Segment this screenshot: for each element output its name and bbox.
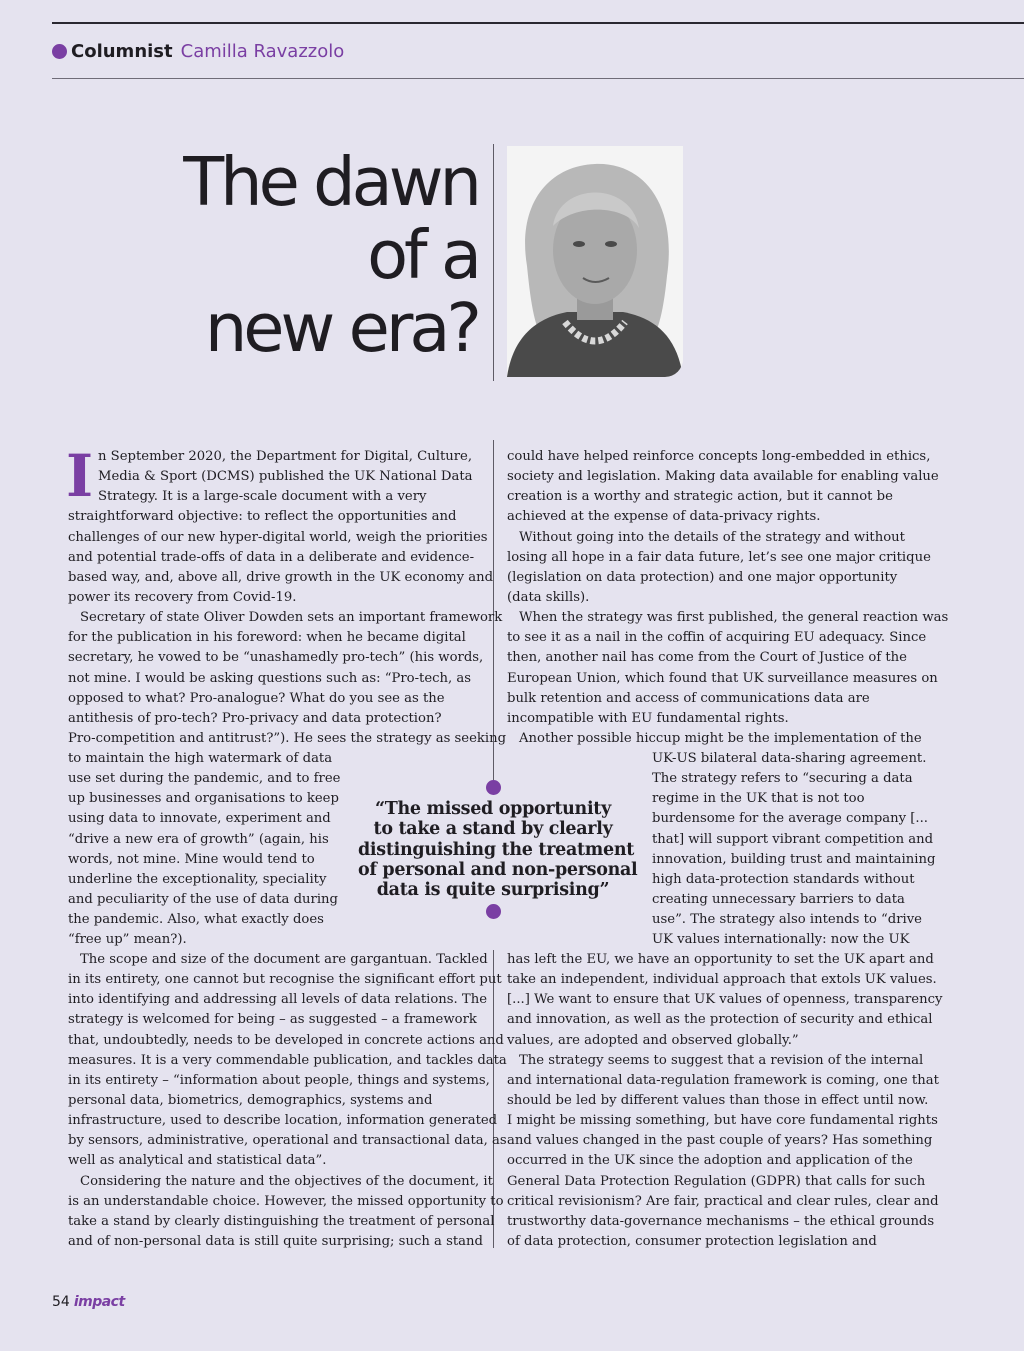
text-line: “drive a new era of growth” (again, his — [68, 831, 329, 847]
text-line: UK values internationally: now the UK — [652, 932, 910, 948]
author-name: Camilla Ravazzolo — [180, 40, 345, 62]
pull-quote-line: distinguishing the treatment — [358, 839, 635, 860]
text-line: Strategy. It is a large-scale document with a very — [98, 489, 427, 505]
text-line: European Union, which found that UK surveillance measures on — [507, 670, 938, 686]
text-line: to maintain the high watermark of data — [68, 751, 333, 766]
top-rule — [52, 22, 1024, 24]
pull-quote-line: “The missed opportunity — [375, 799, 611, 819]
magazine-logo: impact — [73, 1294, 125, 1310]
drop-cap: I — [66, 442, 94, 510]
column-header — [52, 40, 344, 62]
page-number: 54 — [52, 1294, 70, 1310]
text-line: take a stand by clearly distinguishing the treatment of personal — [68, 1213, 495, 1229]
text-line: bulk retention and access of communications data are — [507, 690, 870, 706]
headline-line: The dawn — [183, 143, 478, 221]
page-footer — [52, 1294, 125, 1310]
text-line: and potential trade-offs of data in a deliberate and evidence- — [68, 549, 475, 565]
text-line: into identifying and addressing all levels of data relations. The — [68, 992, 488, 1008]
text-line: has left the EU, we have an opportunity to set the UK apart and — [507, 952, 934, 967]
text-line: by sensors, administrative, operational and transactional data, as — [68, 1133, 507, 1149]
pull-quote-line: to take a stand by clearly — [373, 819, 613, 840]
text-line: creation is a worthy and strategic action, but it cannot be — [507, 489, 893, 505]
text-line: is an understandable choice. However, the missed opportunity to — [68, 1193, 504, 1209]
bullet-dot-icon — [52, 44, 67, 59]
text-line: take an independent, individual approach that extols UK values. — [507, 972, 937, 988]
text-line: achieved at the expense of data-privacy rights. — [507, 509, 821, 525]
col1-top-text — [66, 442, 507, 749]
text-line: the pandemic. Also, what exactly does — [68, 912, 324, 928]
text-line: regime in the UK that is not too — [652, 791, 865, 807]
text-line: using data to innovate, experiment and — [68, 811, 331, 827]
text-line: The strategy refers to “securing a data — [652, 771, 913, 787]
text-line: The strategy seems to suggest that a revision of the internal — [519, 1052, 924, 1068]
text-line: Another possible hiccup might be the implementation of the — [519, 730, 922, 746]
text-line: and of non-personal data is still quite surprising; such a stand — [68, 1233, 483, 1249]
text-line: society and legislation. Making data available for enabling value — [507, 469, 939, 485]
col2-mid-text — [652, 749, 935, 950]
text-line: words, not mine. Mine would tend to — [68, 851, 315, 867]
headline — [80, 143, 478, 367]
text-line: well as analytical and statistical data”. — [68, 1153, 327, 1169]
text-line: should be led by different values than those in effect until now. — [507, 1092, 929, 1108]
header-rule — [52, 78, 1024, 79]
text-line: incompatible with EU fundamental rights. — [507, 710, 789, 726]
text-line: based way, and, above all, drive growth in the UK economy and — [68, 569, 494, 585]
text-line: power its recovery from Covid-19. — [68, 589, 297, 605]
text-line: and international data-regulation framework is coming, one that — [507, 1072, 939, 1088]
text-line: to see it as a nail in the coffin of acquiring EU adequacy. Since — [507, 630, 927, 646]
pull-quote-dot-icon — [486, 780, 501, 795]
pull-quote-dot-icon — [486, 904, 501, 919]
text-line: could have helped reinforce concepts long-embedded in ethics, — [507, 449, 931, 464]
text-line: strategy is welcomed for being – as suggested – a framework — [68, 1012, 477, 1028]
pull-quote-line: data is quite surprising” — [376, 880, 610, 901]
column-divider — [493, 144, 494, 381]
text-line: Without going into the details of the strategy and without — [519, 529, 905, 545]
text-line: Pro-competition and antitrust?”). He sees the strategy as seeking — [68, 730, 507, 746]
text-line: General Data Protection Regulation (GDPR) that calls for such — [507, 1173, 926, 1189]
text-line: creating unnecessary barriers to data — [652, 891, 905, 907]
text-line: underline the exceptionality, speciality — [68, 871, 327, 887]
text-line: Considering the nature and the objectives of the document, it — [80, 1173, 493, 1189]
text-line: (legislation on data protection) and one major opportunity — [507, 569, 898, 585]
col1-mid-text — [68, 749, 340, 950]
text-line: in its entirety – “information about people, things and systems, — [68, 1072, 490, 1088]
text-line: then, another nail has come from the Court of Justice of the — [507, 650, 907, 666]
text-line: up businesses and organisations to keep — [68, 791, 339, 807]
text-line: that] will support vibrant competition and — [652, 831, 934, 847]
text-line: use”. The strategy also intends to “drive — [652, 912, 922, 928]
text-line: that, undoubtedly, needs to be developed in concrete actions and — [68, 1032, 504, 1048]
text-line: [...] We want to ensure that UK values of openness, transparency — [507, 992, 943, 1008]
text-line: secretary, he vowed to be “unashamedly pro-tech” (his words, — [68, 650, 484, 666]
text-line: and peculiarity of the use of data during — [68, 891, 338, 907]
text-line: (data skills). — [507, 589, 590, 605]
column-label: Columnist — [71, 40, 173, 62]
headline-line: new era? — [204, 289, 478, 367]
text-line: trustworthy data-governance mechanisms – the ethical grounds — [507, 1213, 935, 1229]
text-line: burdensome for the average company [... — [652, 811, 929, 827]
text-line: losing all hope in a fair data future, let’s see one major critique — [507, 549, 931, 565]
text-line: When the strategy was first published, the general reaction was — [519, 610, 949, 626]
text-line: I might be missing something, but have core fundamental rights — [507, 1113, 938, 1129]
pull-quote-line: of personal and non-personal — [358, 859, 638, 880]
text-line: and innovation, as well as the protection of security and ethical — [507, 1012, 933, 1028]
text-line: of data protection, consumer protection legislation and — [507, 1233, 877, 1249]
text-line: in its entirety, one cannot but recognise the significant effort put — [68, 972, 502, 988]
pull-quote — [358, 780, 638, 919]
text-line: and values changed in the past couple of years? Has something — [507, 1133, 933, 1149]
text-line: measures. It is a very commendable publication, and tackles data — [68, 1052, 507, 1068]
text-line: n September 2020, the Department for Digital, Culture, — [98, 449, 473, 464]
headline-line: of a — [367, 216, 478, 294]
text-line: values, are adopted and observed globally.” — [507, 1032, 799, 1048]
text-line: UK-US bilateral data-sharing agreement. — [652, 751, 927, 766]
text-line: infrastructure, used to describe location, information generated — [68, 1113, 498, 1129]
text-line: for the publication in his foreword: when he became digital — [68, 630, 466, 646]
col1-bottom-text — [68, 950, 507, 1252]
text-line: straightforward objective: to reflect the opportunities and — [68, 509, 457, 525]
text-line: antithesis of pro-tech? Pro-privacy and data protection? — [68, 710, 442, 726]
text-line: use set during the pandemic, and to free — [68, 771, 341, 787]
text-line: The scope and size of the document are gargantuan. Tackled — [80, 952, 488, 967]
text-line: challenges of our new hyper-digital world, weigh the priorities — [68, 529, 488, 545]
text-line: Secretary of state Oliver Dowden sets an important framework — [80, 610, 503, 626]
text-line: innovation, building trust and maintaining — [652, 851, 936, 867]
text-line: opposed to what? Pro-analogue? What do you see as the — [68, 690, 445, 706]
col2-top-text — [507, 447, 948, 749]
text-line: high data-protection standards without — [652, 871, 915, 887]
col2-bottom-text — [507, 950, 942, 1252]
text-line: “free up” mean?). — [68, 932, 187, 948]
author-photo — [507, 146, 683, 377]
text-line: critical revisionism? Are fair, practical and clear rules, clear and — [507, 1193, 939, 1209]
text-line: Media & Sport (DCMS) published the UK National Data — [98, 469, 473, 485]
text-line: not mine. I would be asking questions such as: “Pro-tech, as — [68, 670, 472, 686]
text-line: personal data, biometrics, demographics, systems and — [68, 1092, 433, 1108]
text-line: occurred in the UK since the adoption and application of the — [507, 1153, 913, 1169]
